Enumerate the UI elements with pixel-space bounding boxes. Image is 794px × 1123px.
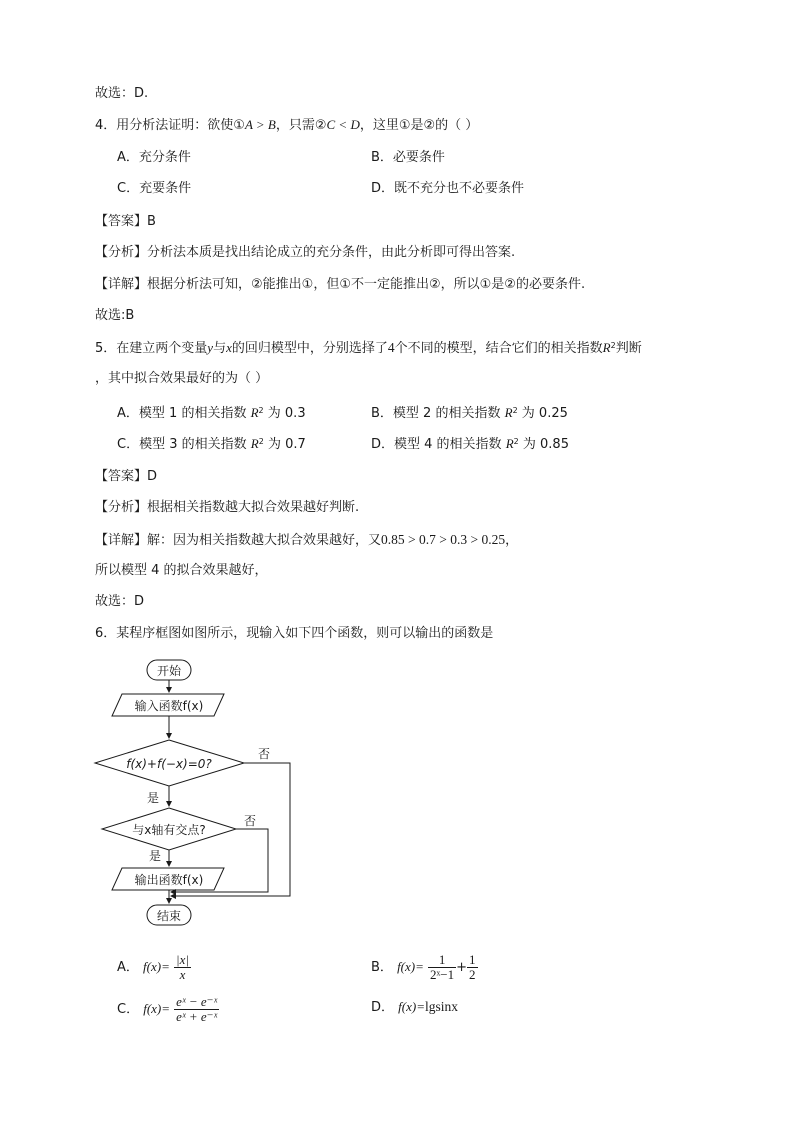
q5-option-d: D．模型 4 的相关指数 $R^2$ 为 0.85: [371, 436, 569, 452]
q6-option-d: D． f(x)=lgsinx: [371, 999, 458, 1015]
flow-cond1-label: f(x)+f(−x)=0?: [126, 757, 212, 771]
q5-stem: 5．在建立两个变量y与x的回归模型中，分别选择了4个不同的模型，结合它们的相关指数$R^2$判断: [95, 340, 642, 356]
q5-choose: 故选：D: [95, 594, 145, 609]
q4-option-b: B．必要条件: [371, 150, 445, 165]
flow-end-label: 结束: [156, 909, 182, 923]
q6-option-c: C． f(x)= $\frac{\text{eˣ − e⁻ˣ}}{\text{eˣ + e⁻ˣ}}$: [117, 994, 218, 1024]
q5-analysis: 【分析】根据相关指数越大拟合效果越好判断.: [95, 500, 360, 515]
q5-stem-line2: ，其中拟合效果最好的为（ ）: [95, 371, 269, 386]
flow-start-label: 开始: [156, 664, 182, 678]
flow-no-2: 否: [244, 814, 257, 828]
q4-option-a: A．充分条件: [117, 150, 191, 165]
q5-option-c: C．模型 3 的相关指数 $R^2$ 为 0.7: [117, 436, 306, 452]
flow-yes-2: 是: [149, 849, 162, 863]
flow-output-label: 输出函数f(x): [134, 873, 204, 887]
q4-analysis: 【分析】分析法本质是找出结论成立的充分条件，由此分析即可得出答案.: [95, 245, 516, 260]
q4-cond2: C < D: [326, 117, 360, 132]
q5-inequality: 0.85 > 0.7 > 0.3 > 0.25: [381, 532, 506, 547]
q5-var-x: x: [226, 340, 232, 355]
q4-detail: 【详解】根据分析法可知，②能推出①，但①不一定能推出②，所以①是②的必要条件.: [95, 277, 586, 292]
q6-flowchart: [90, 650, 310, 935]
q4-choose: 故选:B: [95, 308, 135, 323]
q4-option-c: C．充要条件: [117, 181, 192, 196]
q4-stem-mid: ，只需②: [275, 118, 327, 133]
flow-cond2-label: 与x轴有交点?: [132, 823, 206, 837]
flow-yes-1: 是: [147, 791, 160, 805]
q5-detail: 【详解】解：因为相关指数越大拟合效果越好，又0.85 > 0.7 > 0.3 > 0.25，: [95, 532, 519, 548]
q4-option-d: D．既不充分也不必要条件: [371, 181, 525, 196]
prev-choose-line: 故选：D.: [95, 86, 149, 101]
q6-option-a: A． f(x)= $\frac{|x|}{x}$: [117, 952, 189, 982]
q4-stem: [95, 116, 478, 135]
q6-option-b: B． f(x)= $\frac{1}{\text{2ˣ−1}}$ + $\frac{1}{2}$: [371, 952, 476, 982]
q5-option-a: A．模型 1 的相关指数 $R^2$ 为 0.3: [117, 405, 306, 421]
q6-stem: 6．某程序框图如图所示，现输入如下四个函数，则可以输出的函数是: [95, 626, 494, 641]
q4-answer: 【答案】B: [95, 214, 156, 229]
q5-option-b: B．模型 2 的相关指数 $R^2$ 为 0.25: [371, 405, 568, 421]
q4-stem-pre: 4．用分析法证明：欲使①: [95, 118, 245, 133]
flow-no-1: 否: [258, 747, 271, 761]
q5-var-y: y: [207, 340, 214, 355]
flow-input-label: 输入函数f(x): [134, 699, 204, 713]
q5-answer: 【答案】D: [95, 469, 158, 484]
q4-cond1: A > B: [244, 117, 276, 132]
q5-detail-2: 所以模型 4 的拟合效果越好，: [95, 563, 268, 578]
q4-stem-post: ，这里①是②的（ ）: [359, 118, 479, 133]
